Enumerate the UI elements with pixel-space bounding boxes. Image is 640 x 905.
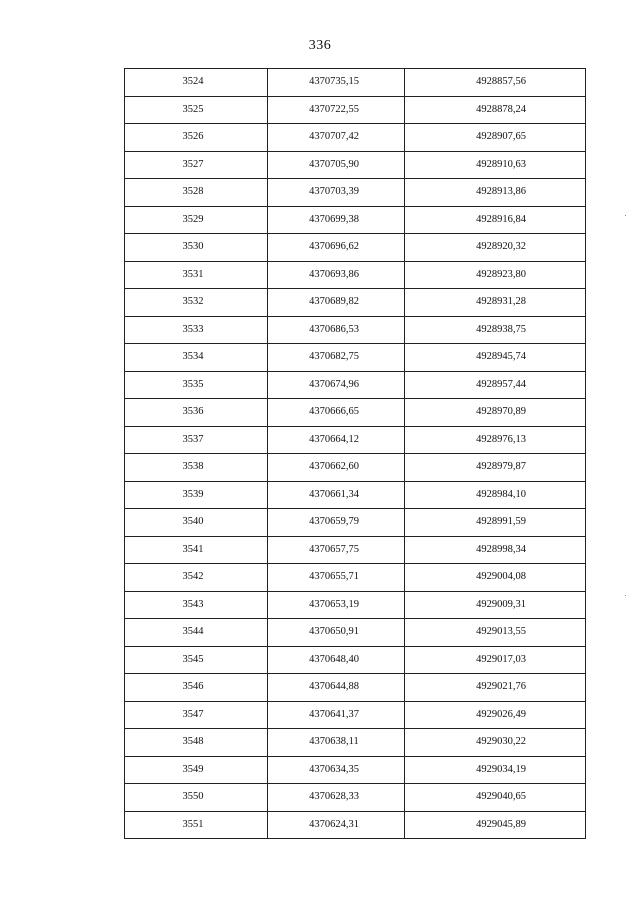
point-number-cell: 3532 [125,289,268,317]
x-coordinate-cell: 4370707,42 [268,124,405,152]
point-number-cell: 3540 [125,509,268,537]
y-coordinate-cell: 4928957,44 [405,371,586,399]
table-row [125,399,586,427]
point-number-cell: 3531 [125,261,268,289]
table-row [125,261,586,289]
table-row [125,69,586,97]
table-row [125,234,586,262]
point-number-cell: 3544 [125,619,268,647]
y-coordinate-cell: 4929040,65 [405,784,586,812]
x-coordinate-cell: 4370657,75 [268,536,405,564]
table-row [125,756,586,784]
point-number-cell: 3537 [125,426,268,454]
point-number-cell: 3525 [125,96,268,124]
x-coordinate-cell: 4370662,60 [268,454,405,482]
x-coordinate-cell: 4370735,15 [268,69,405,97]
x-coordinate-cell: 4370703,39 [268,179,405,207]
x-coordinate-cell: 4370722,55 [268,96,405,124]
y-coordinate-cell: 4928910,63 [405,151,586,179]
x-coordinate-cell: 4370653,19 [268,591,405,619]
table-row [125,536,586,564]
point-number-cell: 3547 [125,701,268,729]
y-coordinate-cell: 4929034,19 [405,756,586,784]
y-coordinate-cell: 4928913,86 [405,179,586,207]
table-row [125,509,586,537]
y-coordinate-cell: 4929021,76 [405,674,586,702]
table-row [125,646,586,674]
y-coordinate-cell: 4928976,13 [405,426,586,454]
y-coordinate-cell: 4928907,65 [405,124,586,152]
x-coordinate-cell: 4370624,31 [268,811,405,839]
y-coordinate-cell: 4928878,24 [405,96,586,124]
table-row [125,591,586,619]
x-coordinate-cell: 4370666,65 [268,399,405,427]
point-number-cell: 3535 [125,371,268,399]
table-row [125,426,586,454]
point-number-cell: 3539 [125,481,268,509]
x-coordinate-cell: 4370705,90 [268,151,405,179]
table-row [125,729,586,757]
y-coordinate-cell: 4928938,75 [405,316,586,344]
point-number-cell: 3529 [125,206,268,234]
y-coordinate-cell: 4929017,03 [405,646,586,674]
table-row [125,701,586,729]
point-number-cell: 3549 [125,756,268,784]
y-coordinate-cell: 4928945,74 [405,344,586,372]
x-coordinate-cell: 4370641,37 [268,701,405,729]
table-row [125,289,586,317]
point-number-cell: 3543 [125,591,268,619]
x-coordinate-cell: 4370674,96 [268,371,405,399]
x-coordinate-cell: 4370648,40 [268,646,405,674]
y-coordinate-cell: 4929045,89 [405,811,586,839]
y-coordinate-cell: 4928979,87 [405,454,586,482]
y-coordinate-cell: 4928984,10 [405,481,586,509]
table-row [125,454,586,482]
table-row [125,179,586,207]
point-number-cell: 3533 [125,316,268,344]
x-coordinate-cell: 4370659,79 [268,509,405,537]
table-row [125,784,586,812]
point-number-cell: 3534 [125,344,268,372]
y-coordinate-cell: 4928970,89 [405,399,586,427]
point-number-cell: 3526 [125,124,268,152]
table-row [125,674,586,702]
scan-speck [625,595,626,596]
table-row [125,316,586,344]
coordinates-table [124,68,586,839]
page-number: 336 [308,38,332,53]
y-coordinate-cell: 4928920,32 [405,234,586,262]
point-number-cell: 3548 [125,729,268,757]
x-coordinate-cell: 4370650,91 [268,619,405,647]
table-row [125,206,586,234]
x-coordinate-cell: 4370638,11 [268,729,405,757]
table-row [125,96,586,124]
table-row [125,124,586,152]
table-row [125,151,586,179]
y-coordinate-cell: 4929004,08 [405,564,586,592]
point-number-cell: 3542 [125,564,268,592]
x-coordinate-cell: 4370628,33 [268,784,405,812]
x-coordinate-cell: 4370664,12 [268,426,405,454]
y-coordinate-cell: 4928857,56 [405,69,586,97]
point-number-cell: 3527 [125,151,268,179]
x-coordinate-cell: 4370682,75 [268,344,405,372]
point-number-cell: 3550 [125,784,268,812]
y-coordinate-cell: 4929026,49 [405,701,586,729]
table-row [125,371,586,399]
y-coordinate-cell: 4929009,31 [405,591,586,619]
x-coordinate-cell: 4370655,71 [268,564,405,592]
y-coordinate-cell: 4929030,22 [405,729,586,757]
point-number-cell: 3528 [125,179,268,207]
x-coordinate-cell: 4370699,38 [268,206,405,234]
x-coordinate-cell: 4370644,88 [268,674,405,702]
table-row [125,481,586,509]
y-coordinate-cell: 4929013,55 [405,619,586,647]
y-coordinate-cell: 4928991,59 [405,509,586,537]
table-row [125,619,586,647]
y-coordinate-cell: 4928916,84 [405,206,586,234]
point-number-cell: 3530 [125,234,268,262]
x-coordinate-cell: 4370696,62 [268,234,405,262]
point-number-cell: 3545 [125,646,268,674]
scan-speck [625,215,626,216]
x-coordinate-cell: 4370661,34 [268,481,405,509]
point-number-cell: 3541 [125,536,268,564]
coordinates-table-body [125,69,586,839]
x-coordinate-cell: 4370634,35 [268,756,405,784]
point-number-cell: 3524 [125,69,268,97]
table-row [125,811,586,839]
point-number-cell: 3538 [125,454,268,482]
point-number-cell: 3536 [125,399,268,427]
x-coordinate-cell: 4370693,86 [268,261,405,289]
point-number-cell: 3546 [125,674,268,702]
y-coordinate-cell: 4928998,34 [405,536,586,564]
point-number-cell: 3551 [125,811,268,839]
x-coordinate-cell: 4370686,53 [268,316,405,344]
y-coordinate-cell: 4928931,28 [405,289,586,317]
table-row [125,344,586,372]
x-coordinate-cell: 4370689,82 [268,289,405,317]
y-coordinate-cell: 4928923,80 [405,261,586,289]
table-row [125,564,586,592]
